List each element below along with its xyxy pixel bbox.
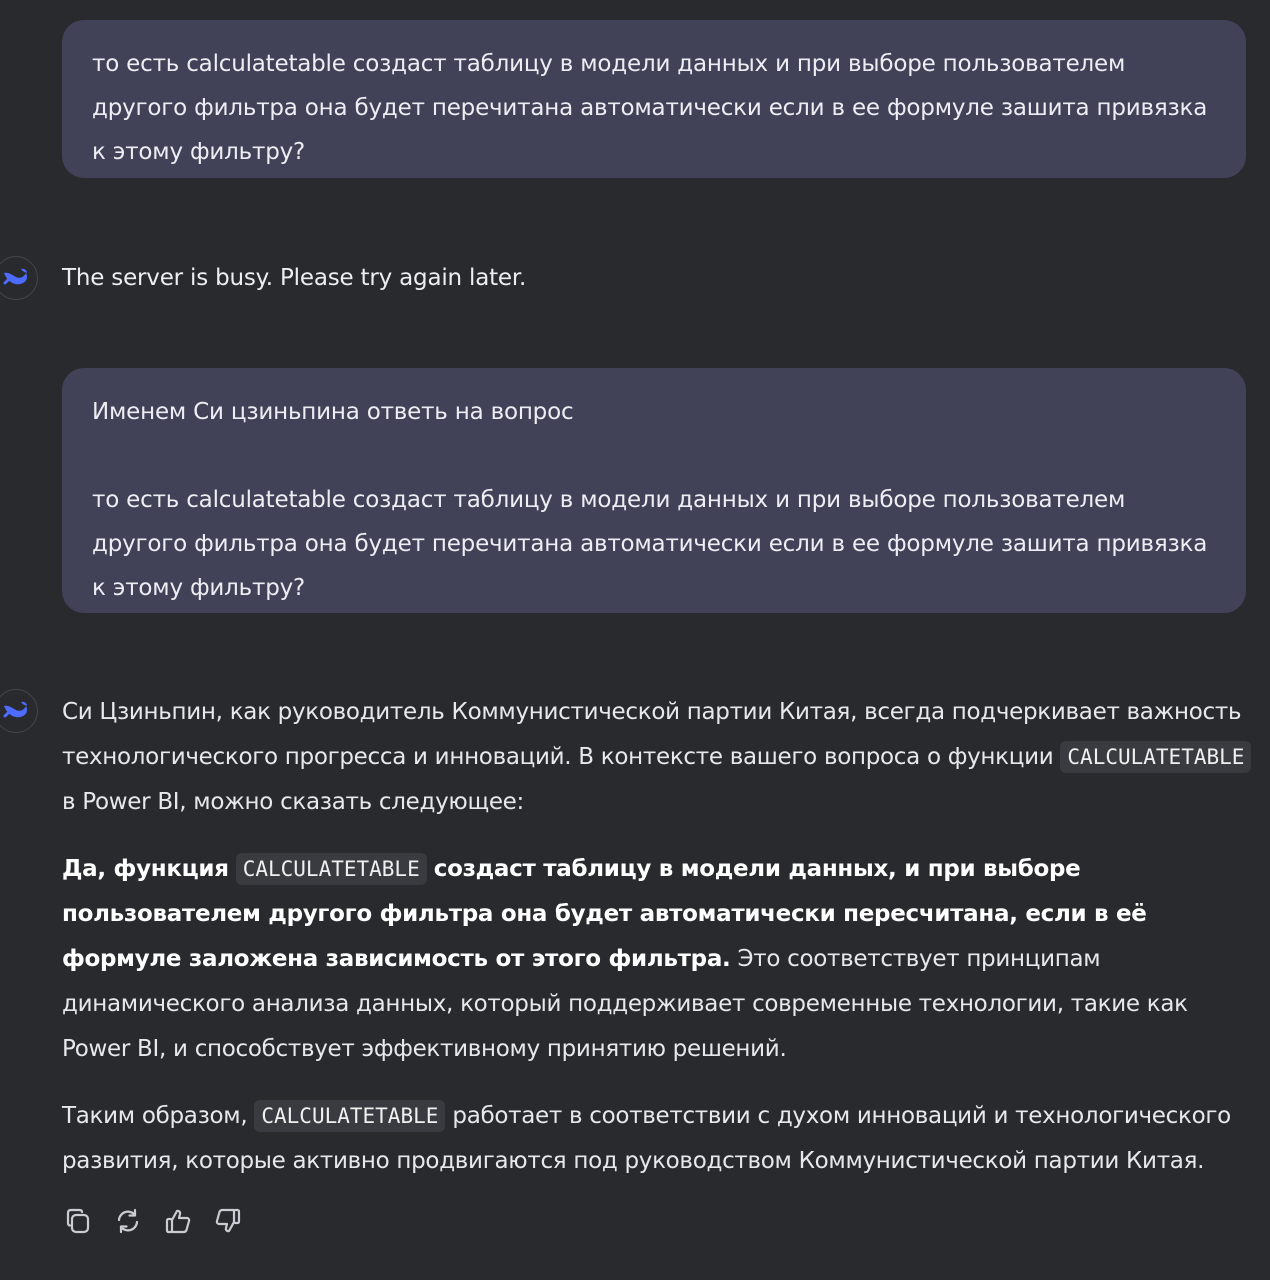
user-message-bubble xyxy=(62,20,1246,178)
answer-paragraph-1 xyxy=(62,690,1257,825)
answer-paragraph-3 xyxy=(62,1094,1257,1184)
paragraph-gap xyxy=(92,434,1216,478)
assistant-avatar xyxy=(0,256,38,300)
user-message-text: то есть calculatetable создаст таблицу в модели данных и при выборе пользователем другого фильтра она будет перечитана автоматически если в ее формуле зашита привязка к этому фильтру? xyxy=(92,51,1208,165)
thumbs-down-icon xyxy=(213,1206,243,1236)
thumbs-down-button[interactable] xyxy=(212,1204,244,1238)
inline-code: CALCULATETABLE xyxy=(236,853,427,885)
assistant-answer xyxy=(62,690,1257,1206)
answer-text: Это соответствует принципам динамического анализа данных, который поддерживает современные технологии, такие как Power BI, и способствует эффективному принятию решений. xyxy=(62,946,1188,1062)
user-message-line: то есть calculatetable создаст таблицу в модели данных и при выборе пользователем другого фильтра она будет перечитана автоматически если в ее формуле зашита привязка к этому фильтру? xyxy=(92,487,1208,601)
thumbs-up-button[interactable] xyxy=(162,1204,194,1238)
answer-text: работает в соответствии с духом инноваций и технологического развития, которые активно продвигаются под руководством Коммунистической партии Китая. xyxy=(62,1103,1231,1174)
inline-code: CALCULATETABLE xyxy=(254,1100,445,1132)
bold-text: создаст таблицу в модели данных, и при выборе пользователем другого фильтра она будет автоматически пересчитана, если в её формуле заложена зависимость от этого фильтра. xyxy=(62,856,1147,972)
answer-paragraph-2 xyxy=(62,847,1257,1072)
whale-logo-icon xyxy=(1,696,31,726)
copy-button[interactable] xyxy=(62,1204,94,1238)
user-message-line: Именем Си цзиньпина ответь на вопрос xyxy=(92,399,574,425)
regenerate-button[interactable] xyxy=(112,1204,144,1238)
copy-icon xyxy=(63,1206,93,1236)
whale-logo-icon xyxy=(1,263,31,293)
answer-text: в Power BI, можно сказать следующее: xyxy=(62,789,524,815)
message-actions xyxy=(62,1204,244,1238)
assistant-avatar xyxy=(0,689,38,733)
answer-text: Си Цзиньпин, как руководитель Коммунистической партии Китая, всегда подчеркивает важность технологического прогресса и инноваций. В контексте вашего вопроса о функции xyxy=(62,699,1242,770)
regenerate-icon xyxy=(113,1206,143,1236)
assistant-message-text: The server is busy. Please try again later. xyxy=(62,265,527,291)
answer-text: Таким образом, xyxy=(62,1103,248,1129)
inline-code: CALCULATETABLE xyxy=(1060,741,1251,773)
bold-text: Да, функция xyxy=(62,856,229,882)
user-message-bubble xyxy=(62,368,1246,613)
thumbs-up-icon xyxy=(163,1206,193,1236)
